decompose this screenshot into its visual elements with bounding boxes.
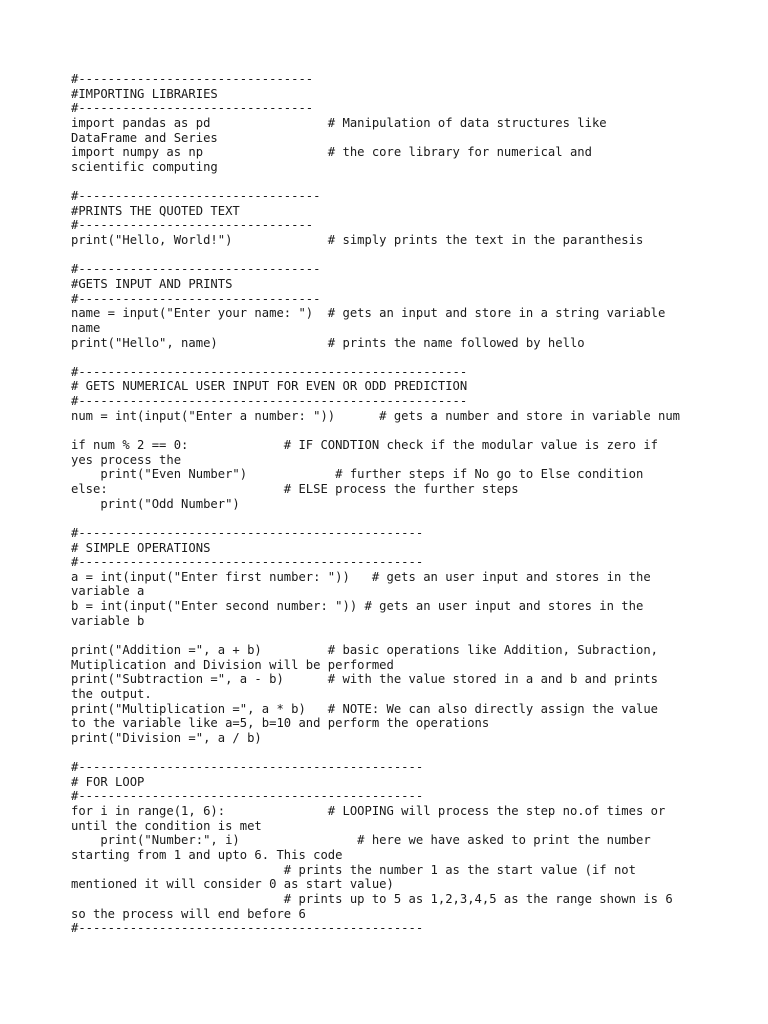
code-line: print("Addition =", a + b) # basic operations like Addition, Subraction, bbox=[71, 642, 658, 657]
code-line: print("Even Number") # further steps if No go to Else condition bbox=[71, 467, 644, 482]
even-odd-prediction-section bbox=[71, 365, 711, 511]
gets-input-and-prints-section bbox=[71, 262, 711, 350]
code-line: #--------------------------------- bbox=[71, 189, 321, 204]
code-line: DataFrame and Series bbox=[71, 130, 218, 145]
code-line: so the process will end before 6 bbox=[71, 906, 306, 921]
code-line: print("Number:", i) # here we have asked to print the number bbox=[71, 833, 651, 848]
code-line: #-------------------------------- bbox=[71, 218, 314, 233]
code-line bbox=[71, 628, 711, 643]
code-line: print("Odd Number") bbox=[71, 496, 240, 511]
code-line: #----------------------------------------------- bbox=[71, 555, 424, 570]
code-line: b = int(input("Enter second number: ")) # gets an user input and stores in the bbox=[71, 599, 644, 614]
section-spacer bbox=[71, 511, 711, 526]
code-line: to the variable like a=5, b=10 and perform the operations bbox=[71, 716, 490, 731]
importing-libraries-section bbox=[71, 72, 711, 174]
code-line: # prints up to 5 as 1,2,3,4,5 as the range shown is 6 bbox=[71, 891, 673, 906]
simple-operations-section bbox=[71, 526, 711, 746]
code-line: #----------------------------------------------------- bbox=[71, 394, 468, 409]
code-line: # prints the number 1 as the start value (if not bbox=[71, 862, 636, 877]
prints-quoted-text-section bbox=[71, 189, 711, 248]
code-line: name = input("Enter your name: ") # gets an input and store in a string variable bbox=[71, 306, 666, 321]
code-line: #--------------------------------- bbox=[71, 291, 321, 306]
section-spacer bbox=[71, 248, 711, 263]
code-line: print("Subtraction =", a - b) # with the value stored in a and b and prints bbox=[71, 672, 658, 687]
code-line: starting from 1 and upto 6. This code bbox=[71, 847, 343, 862]
code-line: name bbox=[71, 320, 101, 335]
code-line: print("Multiplication =", a * b) # NOTE: We can also directly assign the value bbox=[71, 701, 658, 716]
code-line: print("Division =", a / b) bbox=[71, 730, 262, 745]
code-line: print("Hello", name) # prints the name followed by hello bbox=[71, 335, 585, 350]
code-line: until the condition is met bbox=[71, 818, 262, 833]
for-loop-section bbox=[71, 760, 711, 936]
code-line: #IMPORTING LIBRARIES bbox=[71, 86, 218, 101]
code-line: #----------------------------------------------- bbox=[71, 760, 424, 775]
code-line: #----------------------------------------------- bbox=[71, 525, 424, 540]
code-line: #-------------------------------- bbox=[71, 72, 314, 86]
code-line: import numpy as np # the core library for numerical and bbox=[71, 145, 592, 160]
code-line: import pandas as pd # Manipulation of data structures like bbox=[71, 115, 607, 130]
section-spacer bbox=[71, 745, 711, 760]
code-line: a = int(input("Enter first number: ")) # gets an user input and stores in the bbox=[71, 569, 651, 584]
code-line: #----------------------------------------------------- bbox=[71, 364, 468, 379]
code-line: print("Hello, World!") # simply prints the text in the paranthesis bbox=[71, 233, 644, 248]
code-listing bbox=[71, 72, 711, 936]
code-line bbox=[71, 423, 711, 438]
code-line: #PRINTS THE QUOTED TEXT bbox=[71, 203, 240, 218]
code-line: variable a bbox=[71, 584, 145, 599]
code-line: yes process the bbox=[71, 452, 182, 467]
code-line: else: # ELSE process the further steps bbox=[71, 481, 519, 496]
code-line: for i in range(1, 6): # LOOPING will process the step no.of times or bbox=[71, 804, 666, 819]
code-line: variable b bbox=[71, 613, 145, 628]
code-line: #----------------------------------------------- bbox=[71, 789, 424, 804]
code-line: # FOR LOOP bbox=[71, 774, 145, 789]
code-line: # SIMPLE OPERATIONS bbox=[71, 540, 211, 555]
section-spacer bbox=[71, 174, 711, 189]
code-line: # GETS NUMERICAL USER INPUT FOR EVEN OR ODD PREDICTION bbox=[71, 379, 468, 394]
code-line: if num % 2 == 0: # IF CONDTION check if the modular value is zero if bbox=[71, 438, 658, 453]
code-line: num = int(input("Enter a number: ")) # gets a number and store in variable num bbox=[71, 408, 681, 423]
code-line: #-------------------------------- bbox=[71, 101, 314, 116]
code-line: Mutiplication and Division will be performed bbox=[71, 657, 394, 672]
code-line: mentioned it will consider 0 as start value) bbox=[71, 877, 394, 892]
code-line: #--------------------------------- bbox=[71, 262, 321, 277]
code-line: the output. bbox=[71, 686, 152, 701]
section-spacer bbox=[71, 350, 711, 365]
code-line: #GETS INPUT AND PRINTS bbox=[71, 276, 233, 291]
code-line: scientific computing bbox=[71, 159, 218, 174]
code-line: #----------------------------------------------- bbox=[71, 921, 424, 936]
